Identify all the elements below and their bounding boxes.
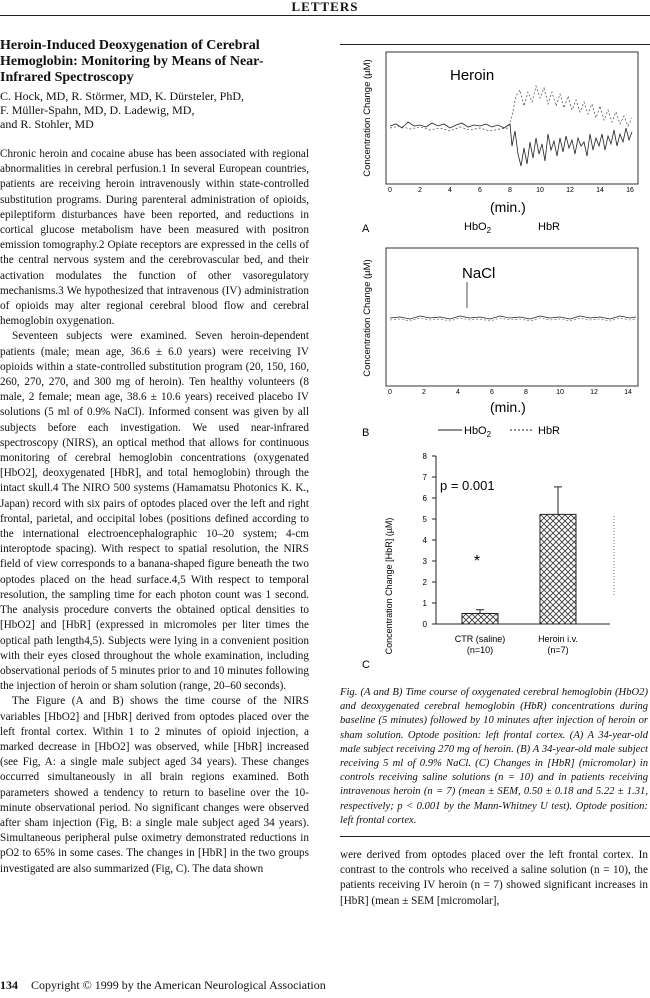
right-column-body: were derived from optodes placed over the left frontal cortex. In contrast to the controls who received a saline solution (n = 10), the patients receiving IV heroin (n = 7) showed significant increases in [HbR] (mean ± SEM [micromolar], <box>340 849 648 907</box>
legend-hbo2: HbO$_2$ <box>464 221 492 235</box>
figure-top-rule <box>340 44 650 45</box>
bar-heroin <box>540 514 576 624</box>
panel-b-hbr-trace <box>390 318 636 321</box>
author-line: F. Müller-Spahn, MD, D. Ladewig, MD, <box>0 103 195 117</box>
panel-b-ylabel: Concentration Change (µM) <box>362 259 373 377</box>
page-number: 134 <box>0 978 18 992</box>
panel-c-bar-chart <box>362 452 614 671</box>
tick-label: 14 <box>624 389 632 396</box>
left-column <box>0 38 309 877</box>
caption-bottom-rule <box>340 836 650 837</box>
copyright-notice: Copyright © 1999 by the American Neurological Association <box>31 978 326 992</box>
panel-a-ylabel: Concentration Change (µM) <box>362 59 373 177</box>
panel-b-legend <box>438 425 560 439</box>
panel-b-label: B <box>362 427 370 439</box>
y-tick-label: 7 <box>422 473 427 482</box>
y-tick-label: 5 <box>422 515 427 524</box>
figure-panels <box>340 46 650 682</box>
panel-a <box>362 52 638 235</box>
panel-b-hbo2-trace <box>390 316 636 319</box>
tick-label: 12 <box>590 389 598 396</box>
panel-c-ylabel: Concentration Change [HbR] (µM) <box>384 517 394 655</box>
page-footer <box>0 978 326 993</box>
category-label: Heroin i.v. <box>538 634 578 644</box>
panel-a-annotation: Heroin <box>450 67 495 84</box>
body-paragraph: Chronic heroin and cocaine abuse has been associated with regional abnormalities in cerebral perfusion.1 In several European countries, patients are receiving heroin intravenously within state-controlled substitution programs. During parenteral administration of opioids, epileptiform disturbances have been reported, and reductions in cortical glucose metabolism have been measured with positron emission tomography.2 Opiate receptors are expressed in the cells of the central nervous system and the cerebrovascular bed, and their activation modulates the function of other vasoregulatory mechanisms.3 We hypothesized that intravenous (IV) administration of opioids may alter regional cerebral blood flow and cerebral hemoglobin oxygenation. <box>0 148 309 328</box>
tick-label: 8 <box>508 187 512 194</box>
panel-a-hbr-trace <box>390 86 632 131</box>
author-line: C. Hock, MD, R. Störmer, MD, K. Dürsteler, PhD, <box>0 89 245 103</box>
author-list <box>0 89 309 131</box>
tick-label: 4 <box>456 389 460 396</box>
panel-b <box>362 248 638 439</box>
tick-label: 16 <box>626 187 634 194</box>
body-paragraph: Seventeen subjects were examined. Seven heroin-dependent patients (male; mean age, 36.6 ± 6.0 years) were receiving IV opioids within a state-controlled substitution program (20, 150, 160, 260, 270, 270, and 300 mg of heroin). Ten healthy volunteers (8 male, 2 female; mean age, 38.6 ± 10.6 years) received placebo IV solutions (5 ml of 0.9% NaCl). Informed consent was given by all subjects before each investigation. We used near-infrared spectroscopy (NIRS), an optical method that allows for continuous monitoring of cerebral hemoglobin concentrations (oxygenated [HbO2], deoxygenated [HbR], and total hemoglobin) through the intact skull.4 The NIRO 500 systems (Hamamatsu Photonics K. K., Japan) record with six pairs of optodes placed over the left and right frontal, parietal, and occipital lobes (positions defined according to the international electroencephalographic 10–20 system; 4-cm interoptode spacing). With respect to spatial resolution, the NIRS field of view corresponds to a banana-shaped figure beneath the two optodes placed on the head surface.4,5 With respect to temporal resolution, the sampling time for each photon count was 1 second. The analysis procedure converts the obtained optical densities to [HbO2] and [HbR] (expressed in micromoles per liter times the optical path length4,5). Subjects were lying in a convenient position with their eyes closed throughout the whole examination, including observational periods of 5 minutes prior to and 10 minutes following the injection of heroin or sham solution (range, 20–60 seconds). <box>0 330 309 693</box>
y-tick-label: 1 <box>422 599 427 608</box>
tick-label: 2 <box>418 187 422 194</box>
panel-a-xticks <box>388 187 634 194</box>
y-tick-label: 4 <box>422 536 427 545</box>
panel-b-xticks <box>388 389 632 396</box>
category-label: (n=7) <box>547 645 569 655</box>
tick-label: 10 <box>556 389 564 396</box>
y-tick-label: 0 <box>422 620 427 629</box>
section-title: LETTERS <box>0 0 650 15</box>
tick-label: 2 <box>422 389 426 396</box>
figure-caption: Fig. (A and B) Time course of oxygenated cerebral hemoglobin (HbO2) and deoxygenated cerebral hemoglobin (HbR) concentrations during baseline (5 minutes) followed by 10 minutes after injection of heroin or sham solution. Optode position: left frontal cortex. (A) A 34-year-old male subject receiving 270 mg of heroin. (B) A 34-year-old male subject receiving 5 ml of 0.9% NaCl. (C) Changes in [HbR] (micromolar) in controls receiving saline solutions (n = 10) and in patients receiving intravenous heroin (n = 7) (mean ± SEM, 0.50 ± 0.18 and 5.22 ± 1.31, respectively; p < 0.001 by the Mann-Whitney U test). Optode position: left frontal cortex. <box>340 687 648 826</box>
author-line: and R. Stohler, MD <box>0 117 94 131</box>
category-label: CTR (saline) <box>454 634 506 644</box>
legend-hbr: HbR <box>538 221 561 233</box>
article-body <box>0 147 309 877</box>
tick-label: 10 <box>536 187 544 194</box>
y-tick-label: 2 <box>422 578 427 587</box>
panel-a-frame <box>386 52 638 184</box>
tick-label: 0 <box>388 389 392 396</box>
panel-c-label: C <box>362 659 370 671</box>
y-tick-label: 8 <box>422 452 427 461</box>
panel-a-legend <box>464 221 560 235</box>
page-header <box>0 0 650 18</box>
panel-c-pvalue: p = 0.001 <box>440 478 495 493</box>
tick-label: 8 <box>524 389 528 396</box>
y-tick-label: 6 <box>422 494 427 503</box>
tick-label: 4 <box>448 187 452 194</box>
tick-label: 6 <box>490 389 494 396</box>
tick-label: 14 <box>596 187 604 194</box>
tick-label: 12 <box>566 187 574 194</box>
panel-b-annotation: NaCl <box>462 265 496 282</box>
panel-c-bars <box>455 487 578 655</box>
panel-a-label: A <box>362 223 370 235</box>
panel-c-significance-star: * <box>473 553 481 570</box>
legend-hbr: HbR <box>538 425 561 437</box>
panel-b-xlabel: (min.) <box>490 399 526 415</box>
panel-a-xlabel: (min.) <box>490 199 526 215</box>
legend-hbo2: HbO$_2$ <box>464 425 492 439</box>
header-rule <box>0 15 650 16</box>
body-paragraph: The Figure (A and B) shows the time course of the NIRS variables [HbO2] and [HbR] derived from optodes placed over the left frontal cortex. Within 1 to 2 minutes of opioid injection, a marked decrease in [HbO2] was observed, while [HbR] increased (see Fig, A: a single male subject aged 34 years). These changes occurred simultaneously in all brain regions examined. Both parameters showed a tendency to return to baseline over the 10-minute observational period. No significant changes were observed after sham injection (Fig, B: a single male subject aged 34 years). Simultaneous peripheral pulse oximetry demonstrated reductions in pO2 to 65% in some cases. The changes in [HbR] in the two groups investigated are also summarized (Fig, C). The data shown <box>0 695 309 875</box>
category-label: (n=10) <box>466 645 494 655</box>
tick-label: 6 <box>478 187 482 194</box>
bar-ctr <box>462 614 498 625</box>
tick-label: 0 <box>388 187 392 194</box>
article-title: Heroin-Induced Deoxygenation of Cerebral Hemoglobin: Monitoring by Means of Near-Infrared Spectroscopy <box>0 38 264 85</box>
y-tick-label: 3 <box>422 557 427 566</box>
